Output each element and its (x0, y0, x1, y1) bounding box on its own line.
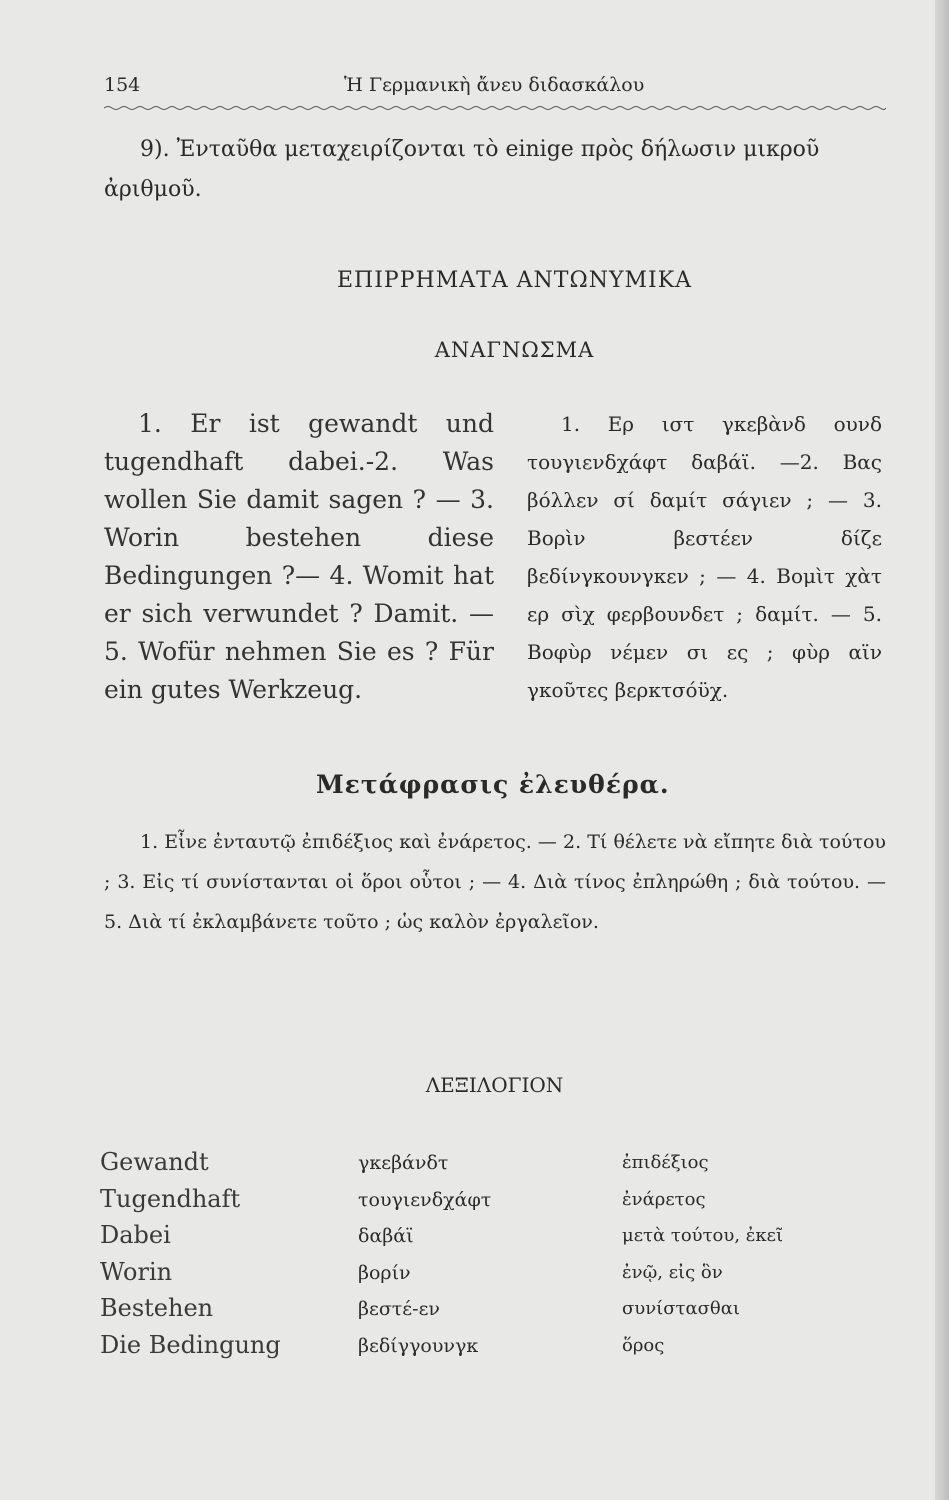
vocab-greek: μετὰ τούτου, ἐκεῖ (622, 1225, 784, 1246)
vocabulary-row (100, 1294, 890, 1331)
vocab-greek: συνίστασθαι (622, 1298, 740, 1319)
vocabulary-row (100, 1221, 890, 1258)
running-title: Ἡ Γερμανικὴ ἄνευ διδασκάλου (344, 74, 645, 96)
vocab-greek: ἐπιδέξιος (622, 1152, 709, 1173)
header-wavy-rule (104, 105, 886, 111)
vocab-german: Die Bedingung (100, 1330, 281, 1359)
free-translation: 1. Εἶνε ἐνταυτῷ ἐπιδέξιος καὶ ἐνάρετος. — 2. Τί θέλετε νὰ εἴπητε διὰ τούτου ; 3. Εἰς τί συνίστανται οἱ ὅροι οὗτοι ; — 4. Διὰ τίνος ἐπληρώθη ; διὰ τούτου. — 5. Διὰ τί ἐκλαμβάνετε τοῦτο ; ὡς καλὸν ἐργαλεῖον. (104, 831, 886, 933)
intro-note: 9). Ἐνταῦθα μεταχειρίζονται τὸ einige πρὸς δήλωσιν μικροῦ ἀριθμοῦ. (104, 137, 820, 202)
vocab-pronunciation: βεστέ-εν (358, 1298, 440, 1320)
vocab-pronunciation: τουγιενδχάφτ (358, 1188, 492, 1211)
page-edge-shadow (935, 0, 949, 1500)
vocabulary-row (100, 1331, 890, 1368)
vocab-greek: ἐνάρετος (622, 1188, 706, 1210)
vocab-pronunciation: γκεβάνδτ (358, 1152, 449, 1174)
vocabulary-row (100, 1185, 890, 1222)
vocab-pronunciation: βορίν (358, 1261, 411, 1284)
page-number: 154 (104, 74, 141, 96)
vocab-german: Dabei (100, 1221, 171, 1249)
page-header (104, 74, 884, 104)
vocab-greek: ἐνῷ, εἰς ὃν (622, 1261, 723, 1283)
vocab-german: Gewandt (100, 1148, 209, 1176)
section-title: ΕΠΙΡΡΗΜΑΤΑ ΑΝΤΩΝΥΜΙΚΑ (336, 268, 693, 293)
vocabulary-table (100, 1148, 890, 1367)
vocabulary-row (100, 1258, 890, 1295)
free-translation-title: Μετάφρασις ἐλευθέρα. (316, 770, 670, 799)
reading-pronunciation-column: 1. Ερ ιστ γκεβὰνδ ουνδ τουγιενδχάφτ δαβάϊ. —2. Βας βόλλεν σί δαμίτ σάγιεν ; — 3. Βορὶν βεστέεν δίζε βεδίνγκουνγκεν ; — 4. Βομὶτ χὰτ ερ σὶχ φερβουνδετ ; δαμίτ. — 5. Βοφὺρ νέμεν σι ες ; φὺρ αϊν γκοῦτες βερκτσόϋχ. (527, 412, 882, 702)
vocab-german: Worin (100, 1257, 173, 1286)
vocab-german: Bestehen (100, 1294, 214, 1322)
vocab-pronunciation: δαβάϊ (358, 1225, 414, 1247)
reading-german-column: 1. Er ist gewandt und tugendhaft dabei.-2. Was wollen Sie damit sagen ? — 3. Worin bestehen diese Bedingungen ?— 4. Womit hat er sich verwundet ? Damit. —5. Wofür nehmen Sie es ? Für ein gutes Werkzeug. (104, 409, 494, 704)
vocabulary-row (100, 1148, 890, 1185)
vocabulary-title: ΛΕΞΙΛΟΓΙΟΝ (425, 1073, 564, 1097)
vocab-pronunciation: βεδίγγουνγκ (358, 1334, 479, 1357)
reading-title: ΑΝΑΓΝΩΣΜΑ (434, 338, 595, 362)
vocab-german: Tugendhaft (100, 1184, 241, 1213)
vocab-greek: ὅρος (622, 1334, 665, 1356)
